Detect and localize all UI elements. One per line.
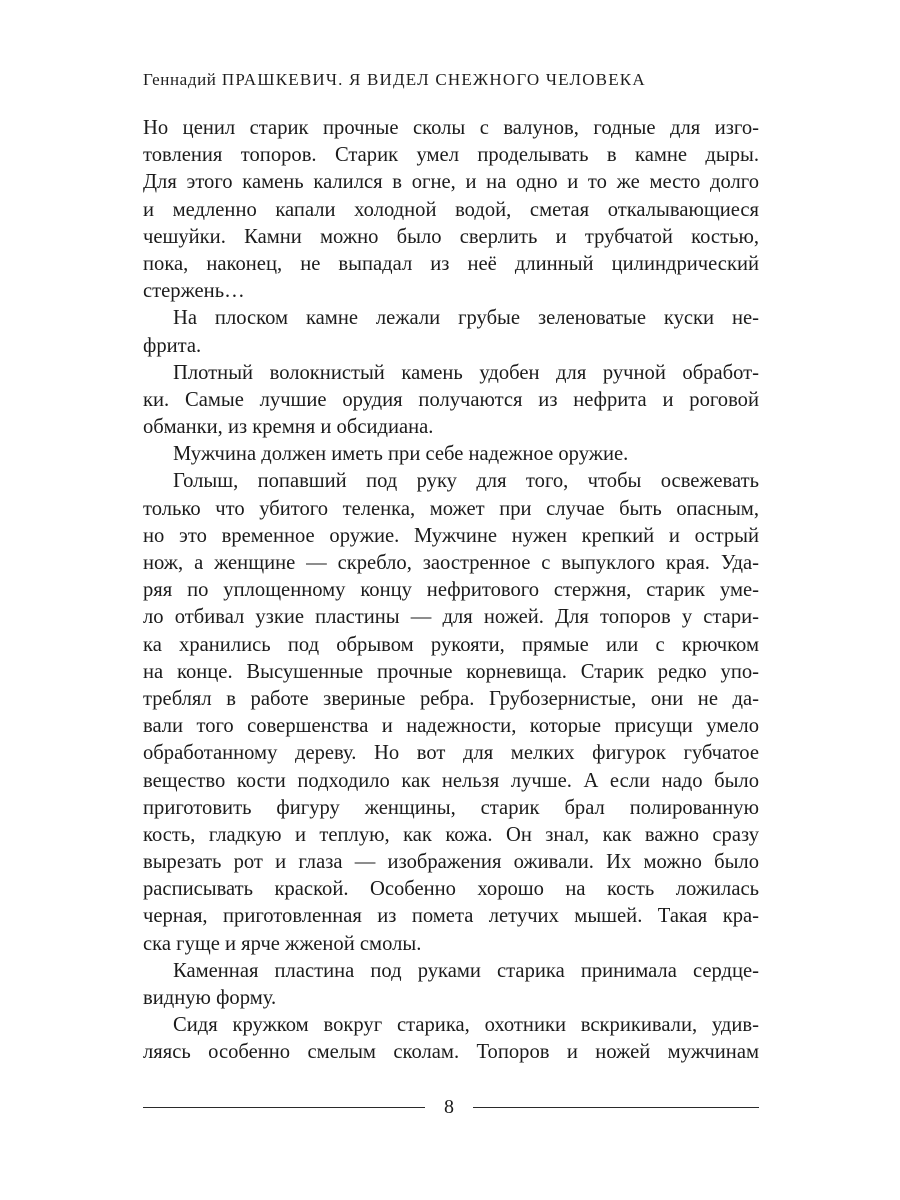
text-line: Мужчина должен иметь при себе надежное оружие. [173, 443, 629, 466]
text-line: Голыш, попавший под руку для того, чтобы освежевать [173, 470, 759, 493]
text-line: нож, а женщине — скребло, заостренное с выпуклого края. Уда- [143, 552, 759, 574]
text-line: но это временное оружие. Мужчине нужен крепкий и острый [143, 524, 759, 547]
text-line: вещество кости подходило как нельзя лучше. А если надо было [143, 769, 759, 792]
text-line: обманки, из кремня и обсидиана. [143, 416, 434, 439]
body-text [143, 115, 759, 1075]
text-line: стержень… [143, 280, 245, 303]
text-line: Но ценил старик прочные сколы с валунов, годные для изго- [143, 117, 759, 139]
text-line: чешуйки. Камни можно было сверлить и трубчатой костью, [143, 225, 759, 248]
text-line: ряя по уплощенному концу нефритового стержня, старик уме- [143, 579, 759, 602]
text-line: на конце. Высушенные прочные корневища. Старик редко упо- [143, 660, 759, 683]
text-line: обработанному дереву. Но вот для мелких фигурок губчатое [143, 742, 759, 765]
page-footer [143, 1092, 759, 1122]
text-line: расписывать краской. Особенно хорошо на кость ложилась [143, 878, 759, 901]
text-line: ляясь особенно смелым сколам. Топоров и ножей мужчинам [143, 1041, 759, 1064]
footer-rule-left [143, 1107, 425, 1108]
running-head [143, 70, 763, 90]
text-line: Для этого камень калился в огне, и на одно и то же место долго [143, 171, 759, 194]
text-line: приготовить фигуру женщины, старик брал полированную [143, 796, 759, 819]
text-line: Плотный волокнистый камень удобен для ручной обработ- [173, 361, 759, 384]
text-line: Каменная пластина под руками старика принимала сердце- [173, 959, 759, 982]
text-line: треблял в работе звериные ребра. Грубозернистые, они не да- [143, 687, 759, 710]
author-first-name: Геннадий [143, 70, 217, 89]
text-line: черная, приготовленная из помета летучих мышей. Такая кра- [143, 905, 759, 928]
author-surname-and-title: ПРАШКЕВИЧ. Я ВИДЕЛ СНЕЖНОГО ЧЕЛОВЕКА [221, 70, 646, 89]
text-line: ло отбивал узкие пластины — для ножей. Для топоров у стари- [143, 606, 759, 629]
text-line: На плоском камне лежали грубые зеленоватые куски не- [173, 307, 759, 330]
text-line: только что убитого теленка, может при случае быть опасным, [143, 497, 759, 520]
text-line: ка хранились под обрывом рукояти, прямые или с крючком [143, 633, 759, 656]
footer-rule-right [473, 1107, 759, 1108]
text-line: ска гуще и ярче жженой смолы. [143, 932, 422, 955]
text-line: вырезать рот и глаза — изображения оживали. Их можно было [143, 851, 759, 874]
text-line: товления топоров. Старик умел проделывать в камне дыры. [143, 144, 759, 167]
text-line: и медленно капали холодной водой, сметая откалывающиеся [143, 198, 759, 221]
text-line: кость, гладкую и теплую, как кожа. Он знал, как важно сразу [143, 823, 759, 846]
text-line: пока, наконец, не выпадал из неё длинный цилиндрический [143, 252, 759, 275]
text-line: ки. Самые лучшие орудия получаются из нефрита и роговой [143, 388, 759, 411]
text-line: видную форму. [143, 987, 277, 1009]
text-line: Сидя кружком вокруг старика, охотники вскрикивали, удив- [173, 1014, 759, 1037]
page-number: 8 [444, 1096, 454, 1118]
text-line: фрита. [143, 334, 202, 357]
text-line: вали того совершенства и надежности, которые присущи умело [143, 715, 759, 738]
